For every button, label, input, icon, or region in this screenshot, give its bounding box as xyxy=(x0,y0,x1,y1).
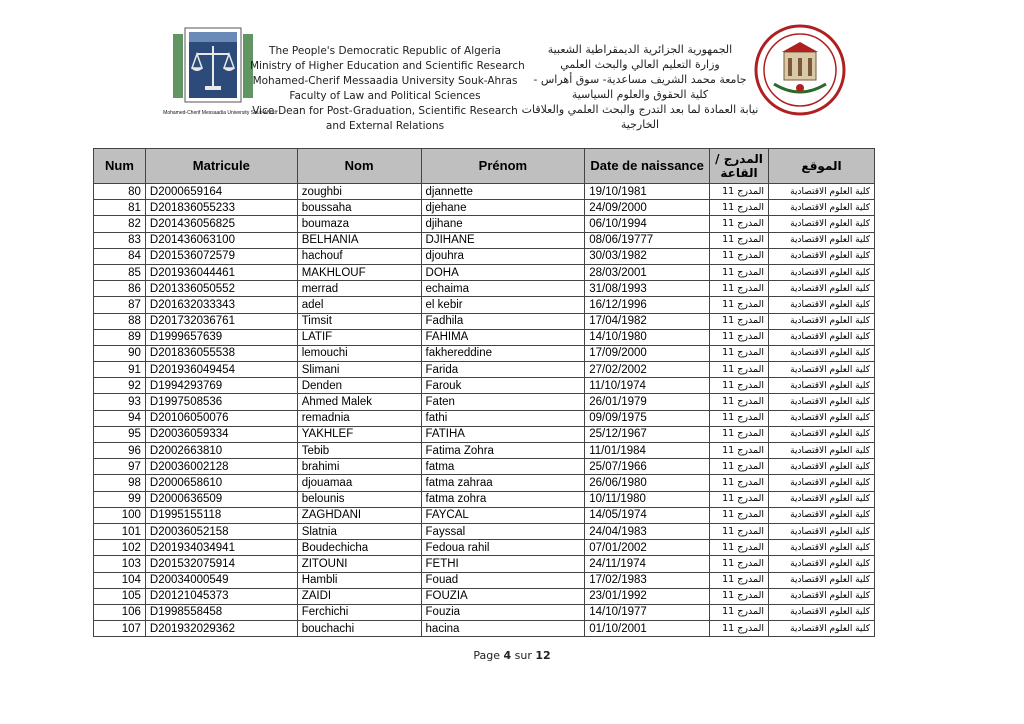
cell-nom: ZITOUNI xyxy=(297,556,421,572)
cell-matricule: D2002663810 xyxy=(145,443,297,459)
header-ar-line: نيابة العمادة لما بعد التدرج والبحث العلمي والعلاقات xyxy=(521,103,759,116)
cell-num: 87 xyxy=(94,297,146,313)
page-indicator xyxy=(0,649,1024,662)
cell-prenom: Fayssal xyxy=(421,523,585,539)
cell-room: المدرج 11 xyxy=(710,200,769,216)
cell-location: كلية العلوم الاقتصادية xyxy=(769,281,875,297)
cell-nom: Hambli xyxy=(297,572,421,588)
cell-date-of-birth: 26/06/1980 xyxy=(585,475,710,491)
cell-num: 105 xyxy=(94,588,146,604)
cell-num: 103 xyxy=(94,556,146,572)
cell-date-of-birth: 24/11/1974 xyxy=(585,556,710,572)
cell-nom: Ferchichi xyxy=(297,604,421,620)
cell-matricule: D1999657639 xyxy=(145,329,297,345)
cell-num: 92 xyxy=(94,378,146,394)
cell-prenom: Faten xyxy=(421,394,585,410)
table-row xyxy=(94,556,875,572)
cell-num: 86 xyxy=(94,281,146,297)
cell-matricule: D20036002128 xyxy=(145,459,297,475)
cell-location: كلية العلوم الاقتصادية xyxy=(769,540,875,556)
cell-location: كلية العلوم الاقتصادية xyxy=(769,410,875,426)
cell-room: المدرج 11 xyxy=(710,248,769,264)
table-row xyxy=(94,313,875,329)
cell-prenom: fatma zahraa xyxy=(421,475,585,491)
cell-matricule: D201732036761 xyxy=(145,313,297,329)
table-header-row xyxy=(94,149,875,184)
cell-nom: bouchachi xyxy=(297,621,421,637)
column-header-nom: Nom xyxy=(297,149,421,184)
cell-num: 96 xyxy=(94,443,146,459)
table-row xyxy=(94,378,875,394)
cell-date-of-birth: 07/01/2002 xyxy=(585,540,710,556)
cell-location: كلية العلوم الاقتصادية xyxy=(769,394,875,410)
page-of-word: sur xyxy=(514,649,532,662)
cell-room: المدرج 11 xyxy=(710,345,769,361)
cell-prenom: FAHIMA xyxy=(421,329,585,345)
cell-date-of-birth: 31/08/1993 xyxy=(585,281,710,297)
cell-matricule: D2000659164 xyxy=(145,184,297,200)
table-row xyxy=(94,264,875,280)
cell-matricule: D201836055538 xyxy=(145,345,297,361)
column-header-location: الموقع xyxy=(769,149,875,184)
header-arabic xyxy=(520,42,760,132)
cell-prenom: Fouzia xyxy=(421,604,585,620)
students-table xyxy=(93,148,875,637)
cell-prenom: Fadhila xyxy=(421,313,585,329)
table-row xyxy=(94,604,875,620)
table-row xyxy=(94,507,875,523)
column-header-room: المدرج / القاعة xyxy=(710,149,769,184)
cell-prenom: fatma zohra xyxy=(421,491,585,507)
cell-room: المدرج 11 xyxy=(710,604,769,620)
cell-nom: adel xyxy=(297,297,421,313)
cell-nom: Denden xyxy=(297,378,421,394)
table-row xyxy=(94,200,875,216)
cell-nom: BELHANIA xyxy=(297,232,421,248)
cell-matricule: D20106050076 xyxy=(145,410,297,426)
cell-room: المدرج 11 xyxy=(710,329,769,345)
cell-location: كلية العلوم الاقتصادية xyxy=(769,491,875,507)
table-row xyxy=(94,394,875,410)
cell-nom: boussaha xyxy=(297,200,421,216)
cell-room: المدرج 11 xyxy=(710,216,769,232)
cell-num: 88 xyxy=(94,313,146,329)
cell-location: كلية العلوم الاقتصادية xyxy=(769,556,875,572)
cell-matricule: D201936049454 xyxy=(145,362,297,378)
cell-num: 97 xyxy=(94,459,146,475)
cell-prenom: FATIHA xyxy=(421,426,585,442)
page-current: 4 xyxy=(503,649,512,662)
cell-nom: merrad xyxy=(297,281,421,297)
table-row xyxy=(94,216,875,232)
cell-room: المدرج 11 xyxy=(710,621,769,637)
cell-num: 89 xyxy=(94,329,146,345)
cell-date-of-birth: 19/10/1981 xyxy=(585,184,710,200)
cell-matricule: D201632033343 xyxy=(145,297,297,313)
table-row xyxy=(94,621,875,637)
cell-nom: brahimi xyxy=(297,459,421,475)
cell-nom: belounis xyxy=(297,491,421,507)
cell-location: كلية العلوم الاقتصادية xyxy=(769,475,875,491)
cell-room: المدرج 11 xyxy=(710,232,769,248)
cell-matricule: D20121045373 xyxy=(145,588,297,604)
table-row xyxy=(94,345,875,361)
cell-nom: hachouf xyxy=(297,248,421,264)
cell-room: المدرج 11 xyxy=(710,362,769,378)
cell-room: المدرج 11 xyxy=(710,507,769,523)
cell-matricule: D2000658610 xyxy=(145,475,297,491)
cell-room: المدرج 11 xyxy=(710,556,769,572)
cell-location: كلية العلوم الاقتصادية xyxy=(769,443,875,459)
cell-prenom: djehane xyxy=(421,200,585,216)
cell-num: 90 xyxy=(94,345,146,361)
table-row xyxy=(94,248,875,264)
table-body xyxy=(94,184,875,637)
cell-num: 101 xyxy=(94,523,146,539)
cell-prenom: FOUZIA xyxy=(421,588,585,604)
cell-num: 82 xyxy=(94,216,146,232)
cell-date-of-birth: 11/01/1984 xyxy=(585,443,710,459)
cell-nom: Slimani xyxy=(297,362,421,378)
page-total: 12 xyxy=(535,649,551,662)
cell-num: 83 xyxy=(94,232,146,248)
cell-date-of-birth: 09/09/1975 xyxy=(585,410,710,426)
cell-num: 81 xyxy=(94,200,146,216)
cell-prenom: Farouk xyxy=(421,378,585,394)
cell-num: 99 xyxy=(94,491,146,507)
cell-matricule: D1998558458 xyxy=(145,604,297,620)
cell-location: كلية العلوم الاقتصادية xyxy=(769,297,875,313)
cell-date-of-birth: 26/01/1979 xyxy=(585,394,710,410)
cell-location: كلية العلوم الاقتصادية xyxy=(769,378,875,394)
cell-room: المدرج 11 xyxy=(710,378,769,394)
cell-matricule: D201436056825 xyxy=(145,216,297,232)
cell-matricule: D1995155118 xyxy=(145,507,297,523)
table-row xyxy=(94,297,875,313)
cell-location: كلية العلوم الاقتصادية xyxy=(769,264,875,280)
cell-date-of-birth: 24/04/1983 xyxy=(585,523,710,539)
header-fr-line: Faculty of Law and Political Sciences xyxy=(289,90,481,102)
cell-location: كلية العلوم الاقتصادية xyxy=(769,362,875,378)
cell-location: كلية العلوم الاقتصادية xyxy=(769,200,875,216)
cell-location: كلية العلوم الاقتصادية xyxy=(769,621,875,637)
cell-nom: Ahmed Malek xyxy=(297,394,421,410)
cell-room: المدرج 11 xyxy=(710,491,769,507)
cell-room: المدرج 11 xyxy=(710,588,769,604)
cell-date-of-birth: 16/12/1996 xyxy=(585,297,710,313)
cell-nom: Timsit xyxy=(297,313,421,329)
cell-prenom: djouhra xyxy=(421,248,585,264)
cell-prenom: fatma xyxy=(421,459,585,475)
cell-date-of-birth: 14/10/1977 xyxy=(585,604,710,620)
cell-matricule: D20034000549 xyxy=(145,572,297,588)
cell-prenom: djihane xyxy=(421,216,585,232)
column-header-num: Num xyxy=(94,149,146,184)
cell-room: المدرج 11 xyxy=(710,572,769,588)
cell-num: 93 xyxy=(94,394,146,410)
cell-nom: ZAIDI xyxy=(297,588,421,604)
cell-prenom: el kebir xyxy=(421,297,585,313)
cell-prenom: djannette xyxy=(421,184,585,200)
table-row xyxy=(94,184,875,200)
cell-num: 91 xyxy=(94,362,146,378)
header-french xyxy=(250,44,525,134)
cell-date-of-birth: 24/09/2000 xyxy=(585,200,710,216)
header-ar-line: الجمهورية الجزائرية الديمقراطية الشعبية xyxy=(547,43,733,56)
table-row xyxy=(94,491,875,507)
header-fr-line: Mohamed-Cherif Messaadia University Souk-Ahras xyxy=(252,75,518,87)
cell-num: 107 xyxy=(94,621,146,637)
cell-matricule: D201932029362 xyxy=(145,621,297,637)
faculty-logo xyxy=(165,24,261,120)
cell-nom: ZAGHDANI xyxy=(297,507,421,523)
cell-room: المدرج 11 xyxy=(710,281,769,297)
cell-location: كلية العلوم الاقتصادية xyxy=(769,426,875,442)
cell-matricule: D201532075914 xyxy=(145,556,297,572)
cell-nom: lemouchi xyxy=(297,345,421,361)
cell-nom: remadnia xyxy=(297,410,421,426)
table-row xyxy=(94,362,875,378)
cell-matricule: D201836055233 xyxy=(145,200,297,216)
table-row xyxy=(94,540,875,556)
cell-matricule: D201934034941 xyxy=(145,540,297,556)
cell-nom: Boudechicha xyxy=(297,540,421,556)
header-fr-line: and External Relations xyxy=(325,120,445,132)
cell-nom: LATIF xyxy=(297,329,421,345)
cell-room: المدرج 11 xyxy=(710,443,769,459)
cell-date-of-birth: 27/02/2002 xyxy=(585,362,710,378)
cell-nom: djouamaa xyxy=(297,475,421,491)
cell-room: المدرج 11 xyxy=(710,184,769,200)
cell-date-of-birth: 25/12/1967 xyxy=(585,426,710,442)
cell-location: كلية العلوم الاقتصادية xyxy=(769,604,875,620)
cell-prenom: DJIHANE xyxy=(421,232,585,248)
cell-location: كلية العلوم الاقتصادية xyxy=(769,232,875,248)
table-row xyxy=(94,426,875,442)
cell-date-of-birth: 06/10/1994 xyxy=(585,216,710,232)
cell-location: كلية العلوم الاقتصادية xyxy=(769,248,875,264)
cell-location: كلية العلوم الاقتصادية xyxy=(769,523,875,539)
header-ar-line: جامعة محمد الشريف مساعدية- سوق أهراس - xyxy=(533,73,747,86)
cell-location: كلية العلوم الاقتصادية xyxy=(769,507,875,523)
cell-num: 94 xyxy=(94,410,146,426)
cell-matricule: D20036052158 xyxy=(145,523,297,539)
table-row xyxy=(94,523,875,539)
cell-room: المدرج 11 xyxy=(710,475,769,491)
header-ar-line: وزارة التعليم العالي والبحث العلمي xyxy=(560,58,720,71)
cell-prenom: Fatima Zohra xyxy=(421,443,585,459)
cell-prenom: FAYCAL xyxy=(421,507,585,523)
cell-location: كلية العلوم الاقتصادية xyxy=(769,313,875,329)
cell-num: 104 xyxy=(94,572,146,588)
cell-date-of-birth: 14/10/1980 xyxy=(585,329,710,345)
cell-matricule: D1994293769 xyxy=(145,378,297,394)
header-ar-line: كلية الحقوق والعلوم السياسية xyxy=(571,88,709,101)
cell-prenom: fathi xyxy=(421,410,585,426)
cell-date-of-birth: 08/06/19777 xyxy=(585,232,710,248)
cell-matricule: D20036059334 xyxy=(145,426,297,442)
cell-matricule: D2000636509 xyxy=(145,491,297,507)
cell-prenom: Fedoua rahil xyxy=(421,540,585,556)
table-row xyxy=(94,572,875,588)
cell-prenom: echaima xyxy=(421,281,585,297)
header-fr-line: Vice-Dean for Post-Graduation, Scientific Research xyxy=(252,105,518,117)
cell-room: المدرج 11 xyxy=(710,540,769,556)
cell-date-of-birth: 17/02/1983 xyxy=(585,572,710,588)
cell-room: المدرج 11 xyxy=(710,459,769,475)
cell-matricule: D1997508536 xyxy=(145,394,297,410)
cell-date-of-birth: 10/11/1980 xyxy=(585,491,710,507)
header-ar-line: الخارجية xyxy=(620,118,660,131)
cell-date-of-birth: 23/01/1992 xyxy=(585,588,710,604)
cell-nom: YAKHLEF xyxy=(297,426,421,442)
column-header-matricule: Matricule xyxy=(145,149,297,184)
cell-nom: Slatnia xyxy=(297,523,421,539)
table-row xyxy=(94,475,875,491)
header-fr-line: The People's Democratic Republic of Algeria xyxy=(269,45,501,57)
cell-date-of-birth: 25/07/1966 xyxy=(585,459,710,475)
cell-matricule: D201436063100 xyxy=(145,232,297,248)
cell-matricule: D201536072579 xyxy=(145,248,297,264)
cell-nom: Tebib xyxy=(297,443,421,459)
cell-prenom: hacina xyxy=(421,621,585,637)
cell-num: 100 xyxy=(94,507,146,523)
page-word: Page xyxy=(473,649,500,662)
cell-room: المدرج 11 xyxy=(710,394,769,410)
cell-location: كلية العلوم الاقتصادية xyxy=(769,572,875,588)
cell-date-of-birth: 17/04/1982 xyxy=(585,313,710,329)
cell-num: 80 xyxy=(94,184,146,200)
table-row xyxy=(94,443,875,459)
cell-date-of-birth: 01/10/2001 xyxy=(585,621,710,637)
cell-location: كلية العلوم الاقتصادية xyxy=(769,329,875,345)
university-logo xyxy=(752,22,848,118)
cell-room: المدرج 11 xyxy=(710,313,769,329)
cell-num: 106 xyxy=(94,604,146,620)
cell-prenom: FETHI xyxy=(421,556,585,572)
cell-nom: boumaza xyxy=(297,216,421,232)
cell-location: كلية العلوم الاقتصادية xyxy=(769,345,875,361)
cell-room: المدرج 11 xyxy=(710,523,769,539)
cell-date-of-birth: 28/03/2001 xyxy=(585,264,710,280)
cell-location: كلية العلوم الاقتصادية xyxy=(769,459,875,475)
cell-prenom: fakhereddine xyxy=(421,345,585,361)
table-row xyxy=(94,410,875,426)
cell-room: المدرج 11 xyxy=(710,410,769,426)
cell-date-of-birth: 30/03/1982 xyxy=(585,248,710,264)
cell-date-of-birth: 11/10/1974 xyxy=(585,378,710,394)
table-row xyxy=(94,459,875,475)
faculty-logo-caption: Mohamed-Cherif Messaadia University Souk-Ahras xyxy=(163,110,277,116)
cell-num: 95 xyxy=(94,426,146,442)
cell-room: المدرج 11 xyxy=(710,426,769,442)
cell-nom: zoughbi xyxy=(297,184,421,200)
cell-date-of-birth: 14/05/1974 xyxy=(585,507,710,523)
header-fr-line: Ministry of Higher Education and Scientific Research xyxy=(250,60,525,72)
cell-matricule: D201336050552 xyxy=(145,281,297,297)
cell-matricule: D201936044461 xyxy=(145,264,297,280)
cell-location: كلية العلوم الاقتصادية xyxy=(769,588,875,604)
column-header-date-of-birth: Date de naissance xyxy=(585,149,710,184)
cell-num: 98 xyxy=(94,475,146,491)
cell-prenom: DOHA xyxy=(421,264,585,280)
cell-nom: MAKHLOUF xyxy=(297,264,421,280)
table-row xyxy=(94,232,875,248)
column-header-prenom: Prénom xyxy=(421,149,585,184)
cell-room: المدرج 11 xyxy=(710,297,769,313)
cell-location: كلية العلوم الاقتصادية xyxy=(769,184,875,200)
table-row xyxy=(94,588,875,604)
cell-room: المدرج 11 xyxy=(710,264,769,280)
table-row xyxy=(94,329,875,345)
cell-num: 85 xyxy=(94,264,146,280)
cell-date-of-birth: 17/09/2000 xyxy=(585,345,710,361)
cell-prenom: Farida xyxy=(421,362,585,378)
cell-location: كلية العلوم الاقتصادية xyxy=(769,216,875,232)
cell-num: 84 xyxy=(94,248,146,264)
table-row xyxy=(94,281,875,297)
cell-prenom: Fouad xyxy=(421,572,585,588)
cell-num: 102 xyxy=(94,540,146,556)
